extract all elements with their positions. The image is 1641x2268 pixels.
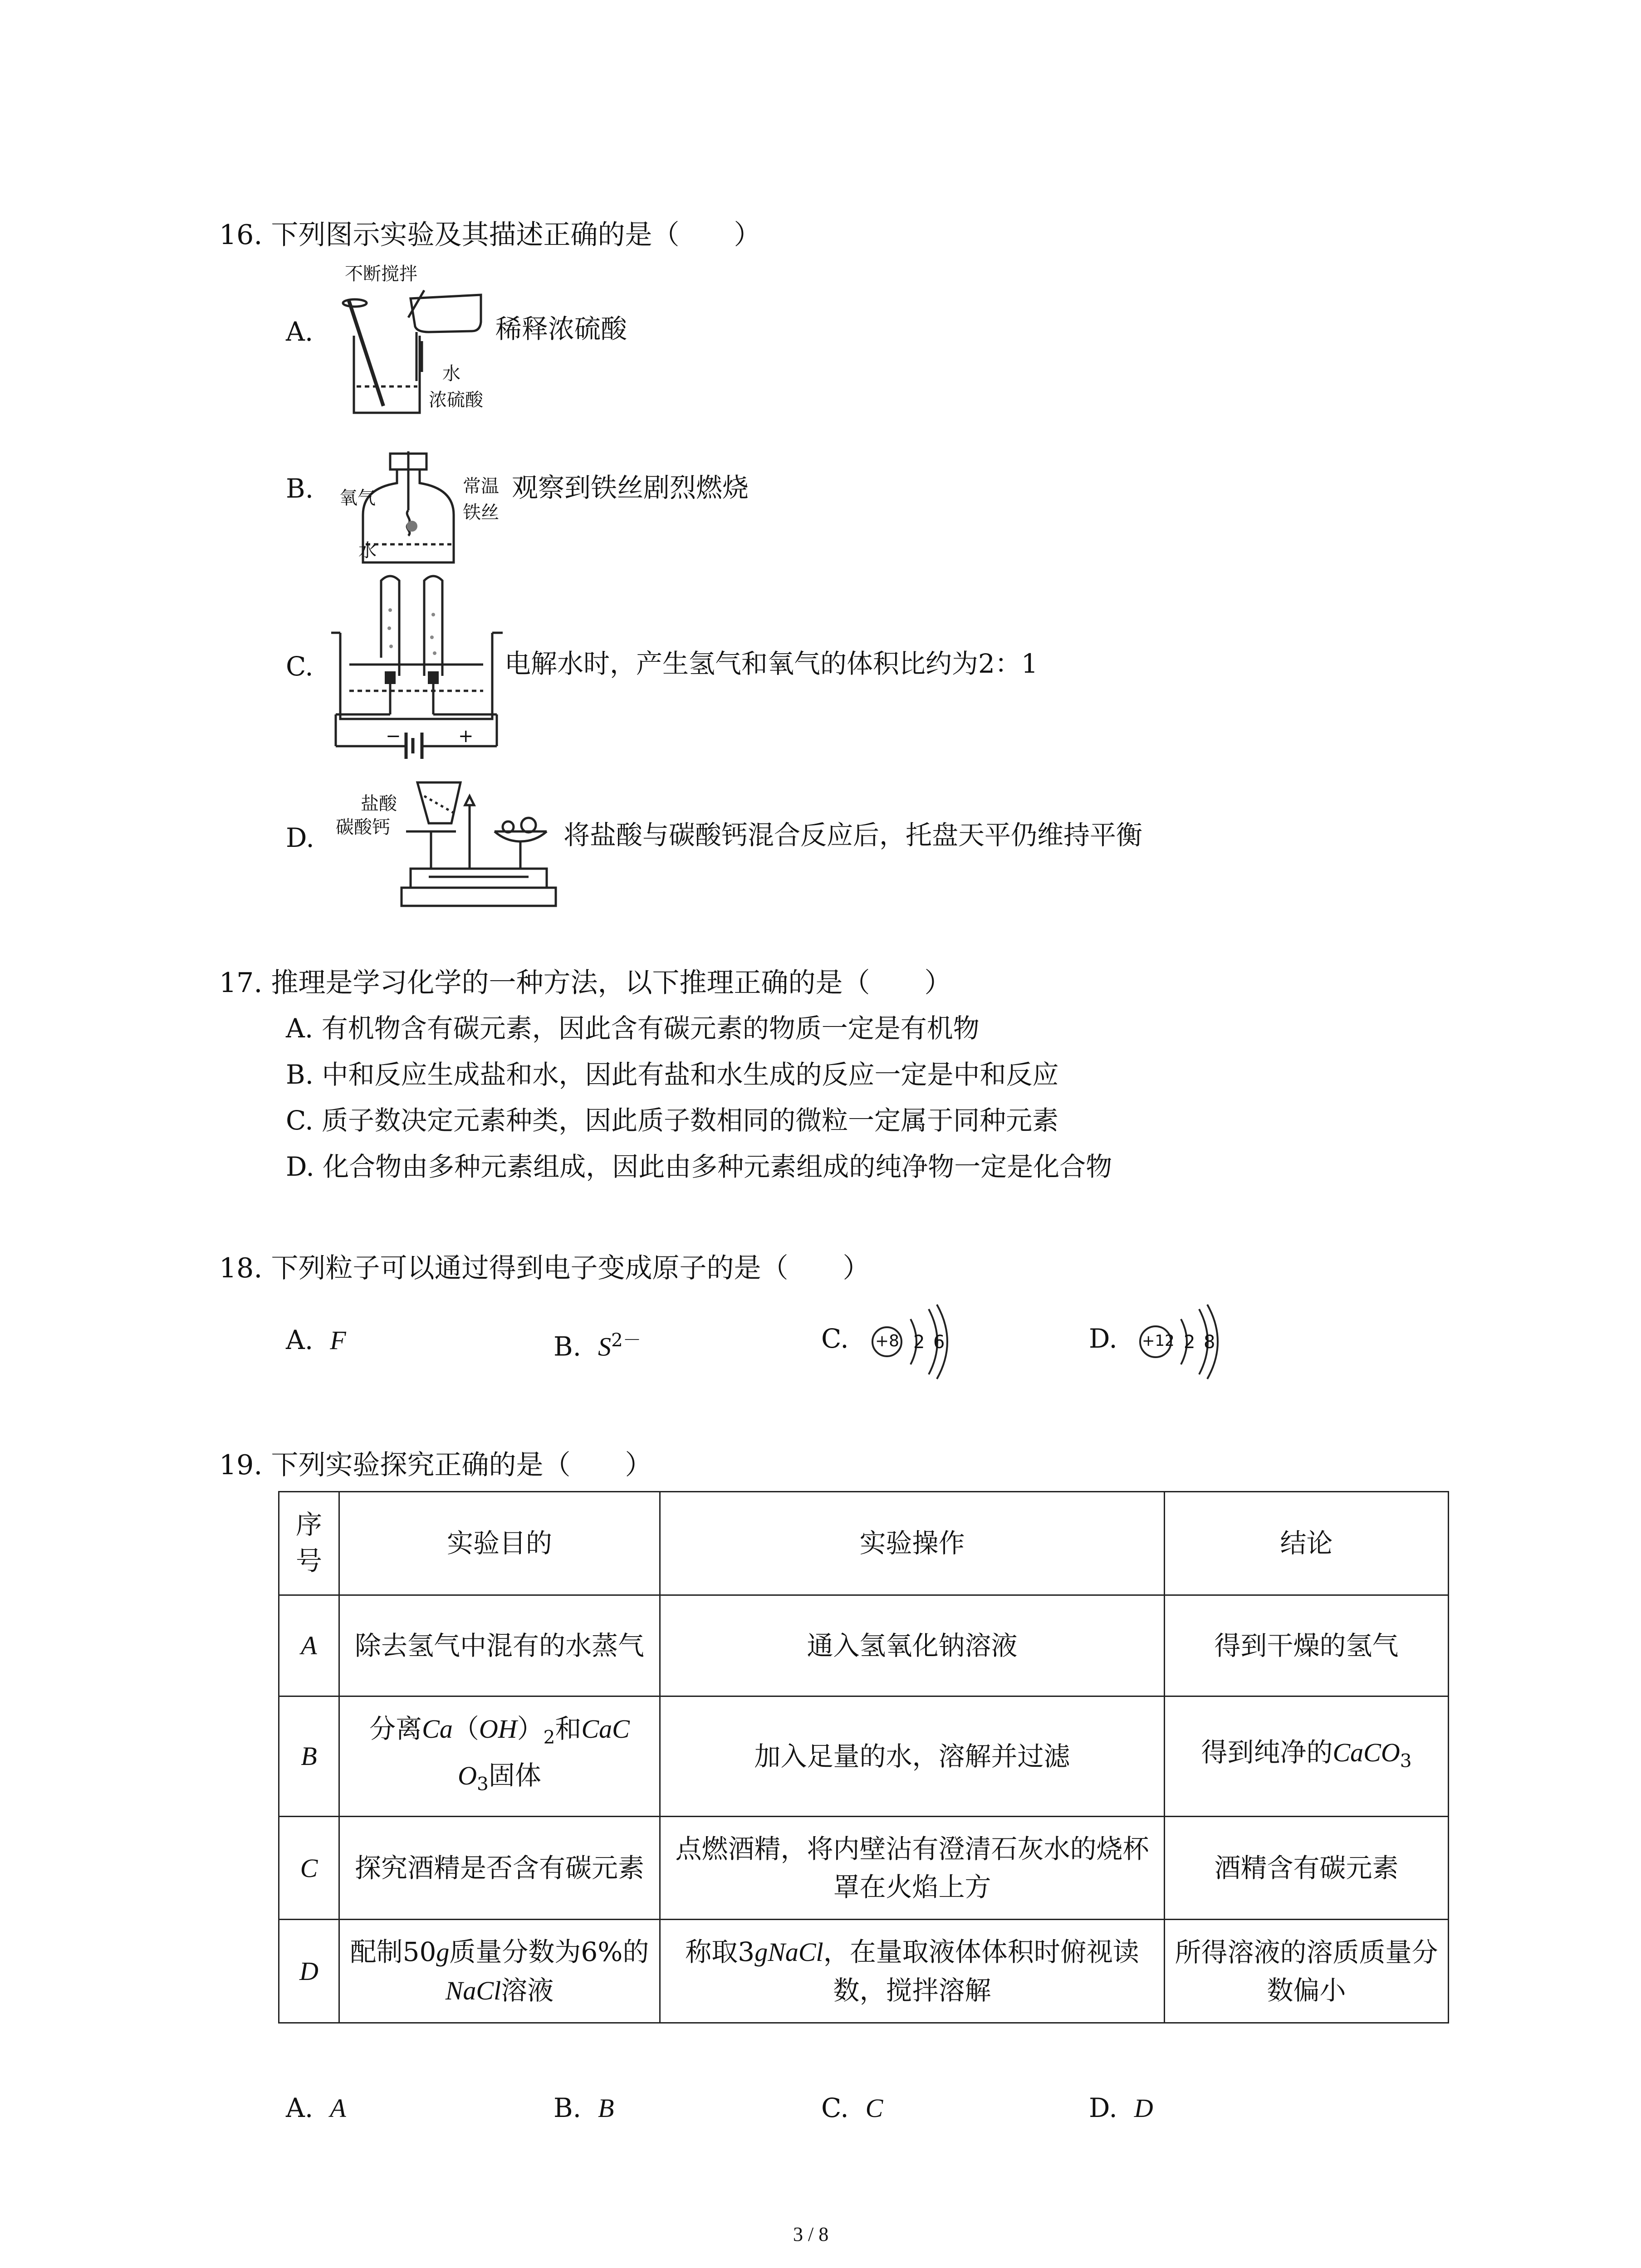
- row-purpose: 分离$Ca(OH)_2$和CaC $O_3$固体: [339, 1696, 660, 1817]
- q19-answer-a: A. A: [286, 2092, 346, 2123]
- label-conc-acid: 浓硫酸: [429, 390, 483, 411]
- table-row: [279, 1595, 1449, 1696]
- label-plus: +: [458, 726, 474, 747]
- sulfide-ion-symbol: S: [598, 1332, 611, 1362]
- q16-option-c-text: 电解水时，产生氢气和氧气的体积比约为2：1: [505, 648, 1038, 679]
- row-operation: 通入氢氧化钠溶液: [660, 1595, 1165, 1696]
- row-purpose: 除去氢气中混有的水蒸气: [339, 1595, 660, 1696]
- header-conclusion: 结论: [1165, 1492, 1449, 1595]
- table-row: [279, 1920, 1449, 2023]
- q17-option-a: A. 有机物含有碳元素，因此含有碳元素的物质一定是有机物: [286, 1013, 980, 1044]
- q17-option-b: B. 中和反应生成盐和水，因此有盐和水生成的反应一定是中和反应: [286, 1059, 1059, 1090]
- fluorine-symbol: F: [330, 1325, 346, 1355]
- q16-option-b-text: 观察到铁丝剧烈燃烧: [512, 472, 749, 503]
- row-id: D: [279, 1920, 339, 2023]
- row-purpose: 配制50g质量分数为6%的NaCl溶液: [339, 1920, 660, 2023]
- q18-option-c-key: C.: [821, 1323, 849, 1354]
- row-operation: 点燃酒精，将内壁沾有澄清石灰水的烧杯罩在火焰上方: [660, 1816, 1165, 1920]
- question-17-stem: 17. 推理是学习化学的一种方法，以下推理正确的是（ ）: [219, 967, 952, 999]
- shell-2-electrons-c: 6: [933, 1332, 945, 1353]
- q16-option-d-text: 将盐酸与碳酸钙混合反应后，托盘天平仍维持平衡: [563, 820, 1143, 850]
- label-iron-wire: 铁丝: [463, 502, 499, 523]
- q19-answer-d: D. D: [1089, 2092, 1153, 2123]
- q18-option-d-key: D.: [1089, 1323, 1117, 1354]
- table-row: [279, 1696, 1449, 1817]
- q18-option-b: [554, 1322, 641, 1364]
- label-caco3: 碳酸钙: [336, 817, 390, 838]
- label-hcl: 盐酸: [361, 793, 397, 814]
- shell-1-electrons-d: 2: [1184, 1332, 1195, 1353]
- q18-option-a: [286, 1322, 346, 1358]
- shell-1-electrons-c: 2: [913, 1332, 925, 1353]
- header-serial: 序号: [279, 1492, 339, 1595]
- nucleus-charge-d: +12: [1142, 1332, 1175, 1350]
- shell-2-electrons-d: 8: [1204, 1332, 1215, 1353]
- balance-diagram: [397, 778, 560, 914]
- sulfide-charge: 2－: [611, 1329, 642, 1351]
- q16-option-b-key: B.: [286, 473, 314, 504]
- row-conclusion: 酒精含有碳元素: [1165, 1816, 1449, 1920]
- nucleus-charge-c: +8: [875, 1332, 900, 1350]
- q16-option-a-text: 稀释浓硫酸: [495, 313, 627, 344]
- row-operation: 加入足量的水，溶解并过滤: [660, 1696, 1165, 1817]
- row-id: C: [279, 1816, 339, 1920]
- label-oxygen: 氧气: [339, 488, 376, 508]
- header-purpose: 实验目的: [339, 1492, 660, 1595]
- q18-option-a-key: A.: [286, 1325, 314, 1355]
- table-header-row: [279, 1492, 1449, 1595]
- q19-answer-c: C. C: [821, 2092, 883, 2123]
- q18-option-b-key: B.: [554, 1331, 582, 1362]
- label-water: 水: [442, 363, 460, 384]
- experiment-table: [278, 1491, 1449, 2024]
- oxygen-ion-structure: [869, 1301, 960, 1383]
- row-purpose: 探究酒精是否含有碳元素: [339, 1816, 660, 1920]
- row-conclusion: 得到干燥的氢气: [1165, 1595, 1449, 1696]
- label-stir: 不断搅拌: [345, 264, 417, 284]
- row-conclusion: 得到纯净的CaCO$_3$: [1165, 1696, 1449, 1817]
- label-water-b: 水: [358, 540, 377, 561]
- q16-option-a-key: A.: [286, 316, 314, 347]
- row-id: B: [279, 1696, 339, 1817]
- magnesium-ion-structure: [1136, 1301, 1232, 1383]
- row-conclusion: 所得溶液的溶质质量分数偏小: [1165, 1920, 1449, 2023]
- row-id: A: [279, 1595, 339, 1696]
- page-number: 3 / 8: [793, 2223, 829, 2245]
- q17-option-d: D. 化合物由多种元素组成，因此由多种元素组成的纯净物一定是化合物: [286, 1151, 1112, 1182]
- question-19-stem: 19. 下列实验探究正确的是（ ）: [219, 1449, 652, 1481]
- row-operation: 称取3gNaCl，在量取液体体积时俯视读数，搅拌溶解: [660, 1920, 1165, 2023]
- question-16-stem: 16. 下列图示实验及其描述正确的是（ ）: [219, 219, 761, 251]
- q16-option-c-key: C.: [286, 651, 314, 682]
- label-room-temp: 常温: [463, 476, 499, 497]
- q19-answer-b: B. B: [554, 2092, 614, 2123]
- electrolysis-diagram: [331, 574, 504, 760]
- header-operation: 实验操作: [660, 1492, 1165, 1595]
- label-minus: −: [386, 726, 401, 747]
- q16-option-d-key: D.: [286, 822, 314, 853]
- table-row: [279, 1816, 1449, 1920]
- question-18-stem: 18. 下列粒子可以通过得到电子变成原子的是（ ）: [219, 1252, 870, 1284]
- q17-option-c: C. 质子数决定元素种类，因此质子数相同的微粒一定属于同种元素: [286, 1105, 1059, 1136]
